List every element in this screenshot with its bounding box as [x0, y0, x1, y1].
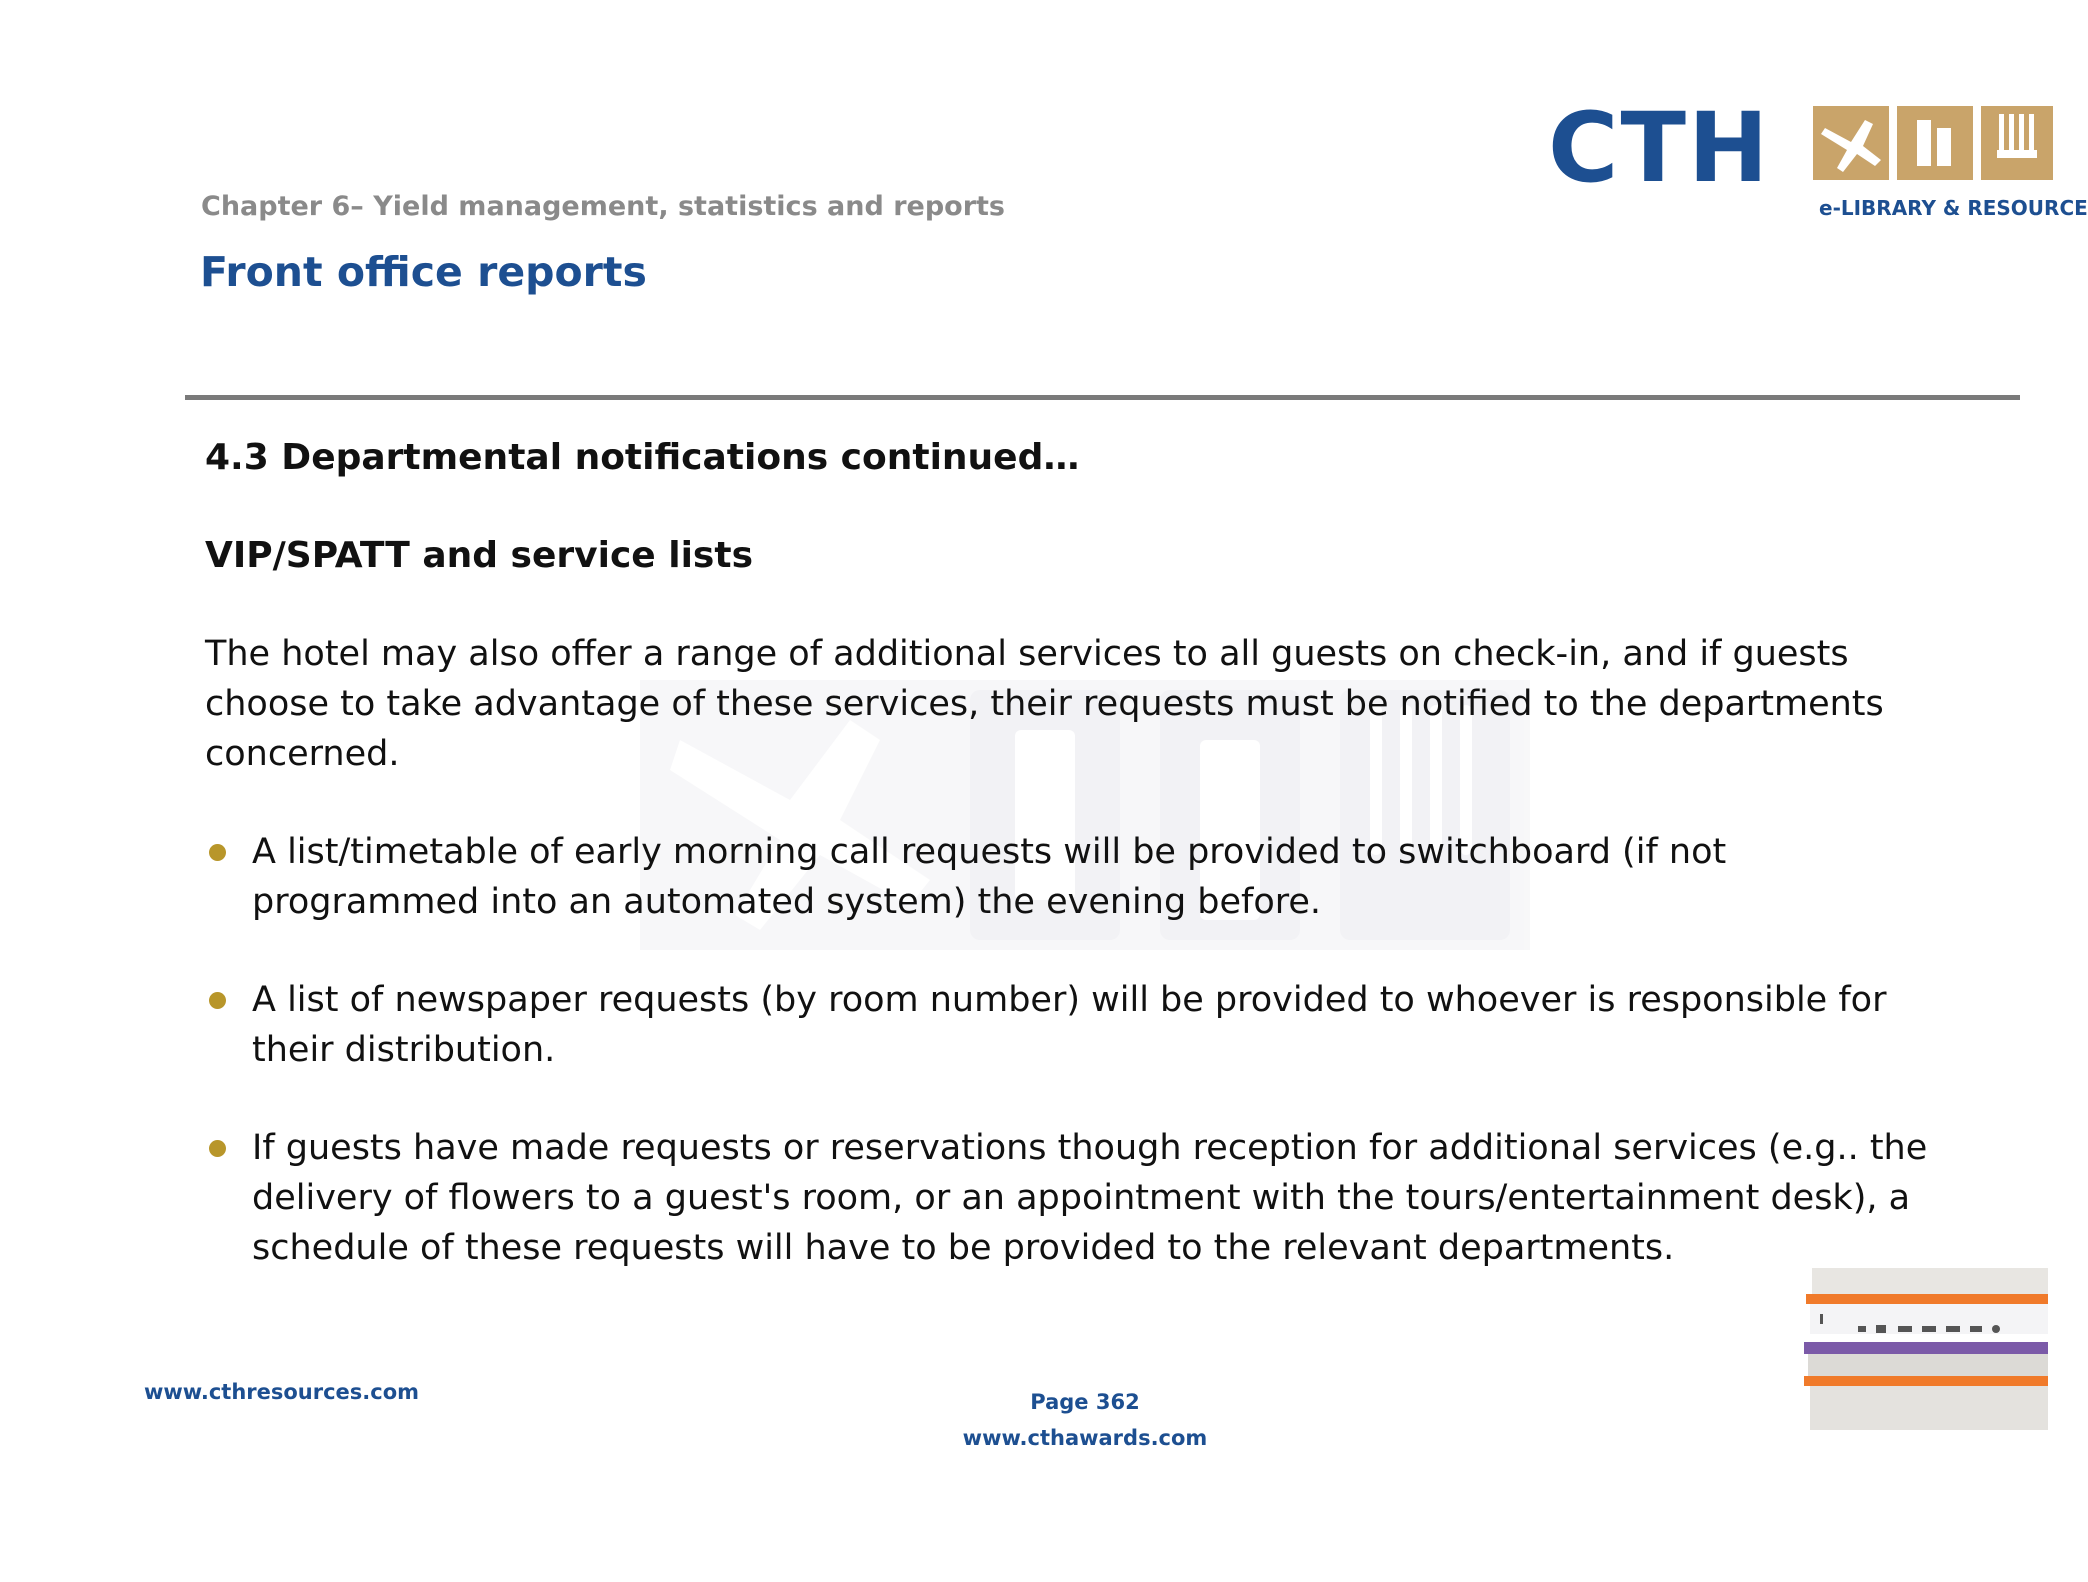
intro-paragraph: The hotel may also offer a range of additional services to all guests on check-in, and if guests choose to take advantage of these services, their requests must be notified to the departments concerned.	[205, 634, 1884, 774]
page-number: Page 362	[1030, 1390, 1140, 1414]
bullet-dot-icon	[209, 844, 226, 861]
header-divider	[185, 395, 2020, 400]
logo-tagline: e-LIBRARY & RESOURCE	[1819, 196, 2088, 220]
chapter-label: Chapter 6– Yield management, statistics and reports	[201, 191, 1006, 222]
footer-awards-link[interactable]: www.cthawards.com	[962, 1426, 1208, 1450]
cth-logo	[1548, 92, 2088, 220]
section-heading: 4.3 Departmental notifications continued…	[205, 437, 1080, 478]
page-title: Front office reports	[200, 248, 647, 296]
bullet-text: A list/timetable of early morning call requests will be provided to switchboard (if not programmed into an automated system) the evening before.	[252, 832, 1727, 922]
logo-letters: CTH	[1548, 92, 1771, 204]
bullet-text: If guests have made requests or reservations though reception for additional services (e.g.. the delivery of flowers to a guest's room, or an appointment with the tours/entertainment desk), a schedule of these requests will have to be provided to the relevant departments.	[252, 1128, 1928, 1268]
bullet-dot-icon	[209, 1140, 226, 1157]
list-item	[205, 975, 1950, 1075]
footer-center	[900, 1384, 1270, 1456]
list-item	[205, 827, 1950, 927]
footer-resources-link[interactable]: www.cthresources.com	[144, 1380, 420, 1404]
sub-heading: VIP/SPATT and service lists	[205, 535, 753, 576]
books-stack-icon	[1800, 1262, 2048, 1432]
content-area	[205, 433, 1950, 1273]
logo-tiles-icon	[1813, 106, 2053, 180]
bullet-text: A list of newspaper requests (by room number) will be provided to whoever is responsible for their distribution.	[252, 980, 1887, 1070]
bullet-list	[205, 827, 1950, 1273]
list-item	[205, 1123, 1950, 1273]
bullet-dot-icon	[209, 992, 226, 1009]
